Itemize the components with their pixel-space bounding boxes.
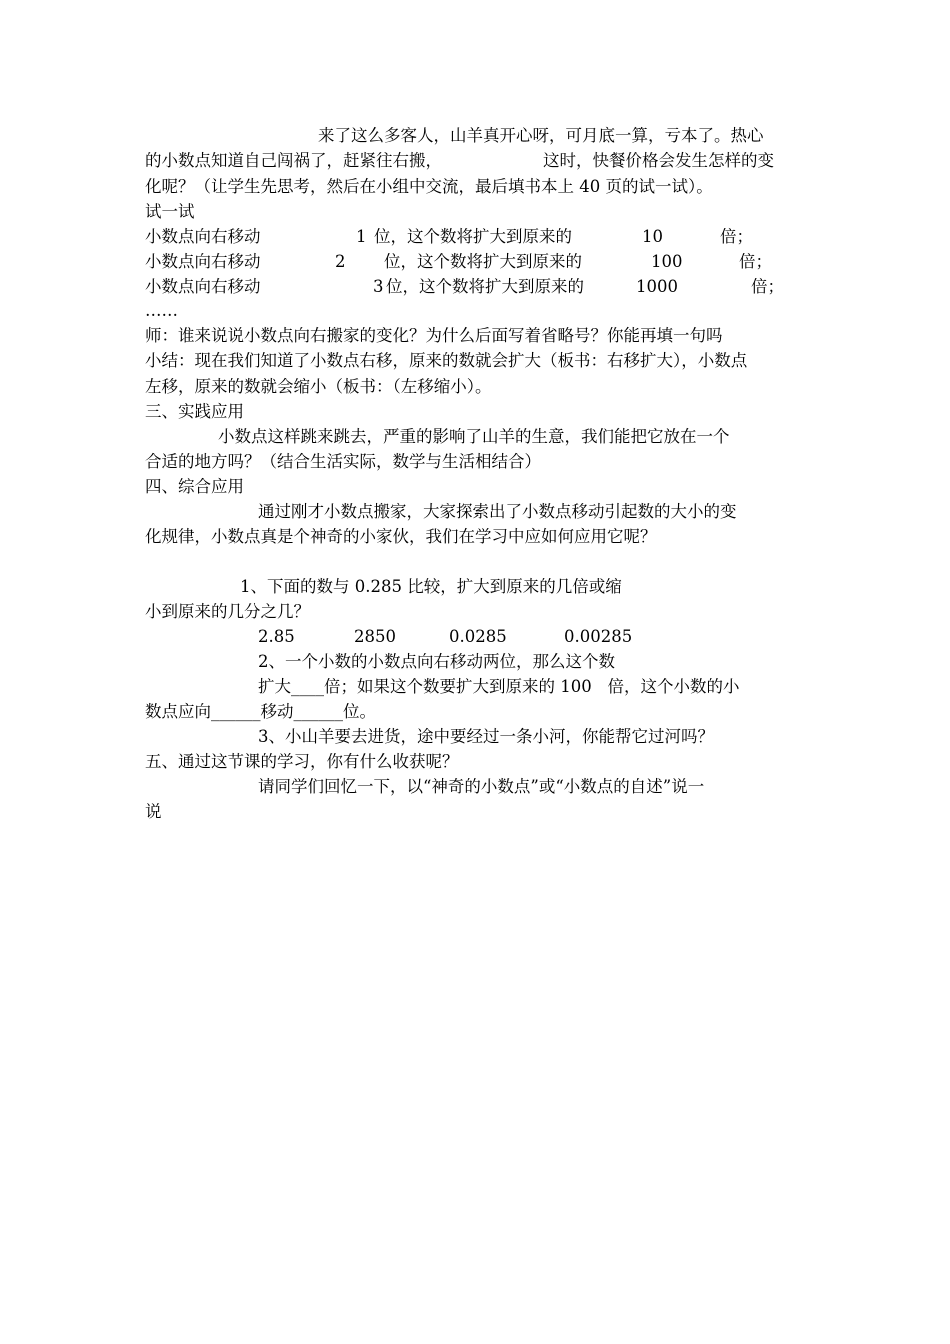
exercise-number: 0.00285 [564, 627, 633, 646]
exercise-1-line-1: 1、下面的数与 0.285 比较，扩大到原来的几倍或缩 [240, 577, 622, 596]
summary-line-2: 说 [145, 802, 162, 821]
try-row-mid: 位，这个数将扩大到原来的 [386, 277, 584, 296]
exercise-number: 0.0285 [449, 627, 507, 646]
practice-line-1: 小数点这样跳来跳去，严重的影响了山羊的生意，我们能把它放在一个 [218, 427, 730, 446]
intro-line-2a: 的小数点知道自己闯祸了，赶紧往右搬， [145, 151, 442, 170]
try-row-text: 小数点向右移动 [145, 252, 261, 271]
intro-line-3: 化呢？（让学生先思考，然后在小组中交流，最后填书本上 40 页的试一试）。 [145, 177, 713, 196]
exercise-2-line-2: 扩大____倍；如果这个数要扩大到原来的 100 倍，这个小数的小 [258, 677, 740, 696]
try-row-mid: 位，这个数将扩大到原来的 [384, 252, 582, 271]
exercise-1-line-2: 小到原来的几分之几？ [145, 602, 310, 621]
try-row-unit: 倍； [751, 277, 784, 296]
try-row-digits: 1 [356, 227, 367, 246]
practice-heading: 三、实践应用 [145, 402, 244, 421]
intro-line-1: 来了这么多客人，山羊真开心呀，可月底一算，亏本了。热心 [318, 126, 764, 145]
summary-heading: 五、通过这节课的学习，你有什么收获呢？ [145, 752, 459, 771]
teacher-line-2: 小结：现在我们知道了小数点右移，原来的数就会扩大（板书：右移扩大），小数点 [145, 351, 748, 370]
try-row-times: 100 [651, 252, 683, 271]
try-row-times: 10 [642, 227, 663, 246]
try-row-mid: 位，这个数将扩大到原来的 [374, 227, 572, 246]
exercise-2-line-1: 2、一个小数的小数点向右移动两位，那么这个数 [258, 652, 615, 671]
comprehensive-line-1: 通过刚才小数点搬家，大家探索出了小数点移动引起数的大小的变 [258, 502, 737, 521]
summary-line-1: 请同学们回忆一下，以“神奇的小数点”或“小数点的自述”说一 [258, 777, 705, 796]
exercise-number: 2.85 [258, 627, 295, 646]
try-ellipsis: …… [145, 301, 178, 320]
comprehensive-line-2: 化规律，小数点真是个神奇的小家伙，我们在学习中应如何应用它呢？ [145, 527, 657, 546]
comprehensive-heading: 四、综合应用 [145, 477, 244, 496]
try-row-text: 小数点向右移动 [145, 227, 261, 246]
try-row-text: 小数点向右移动 [145, 277, 261, 296]
try-row-times: 1000 [636, 277, 678, 296]
exercise-number: 2850 [354, 627, 396, 646]
try-row-unit: 倍； [720, 227, 753, 246]
exercise-2-line-3: 数点应向______移动______位。 [145, 702, 376, 721]
practice-line-2: 合适的地方吗？（结合生活实际，数学与生活相结合） [145, 452, 541, 471]
try-row-digits: 3 [373, 277, 384, 296]
intro-line-2b: 这时，快餐价格会发生怎样的变 [543, 151, 774, 170]
teacher-line-1: 师：谁来说说小数点向右搬家的变化？为什么后面写着省略号？你能再填一句吗 [145, 326, 723, 345]
try-row-digits: 2 [335, 252, 346, 271]
try-row-unit: 倍； [739, 252, 772, 271]
exercise-3: 3、小山羊要去进货，途中要经过一条小河，你能帮它过河吗？ [258, 727, 714, 746]
try-heading: 试一试 [145, 202, 195, 221]
teacher-line-3: 左移，原来的数就会缩小（板书：（左移缩小）。 [145, 377, 492, 396]
